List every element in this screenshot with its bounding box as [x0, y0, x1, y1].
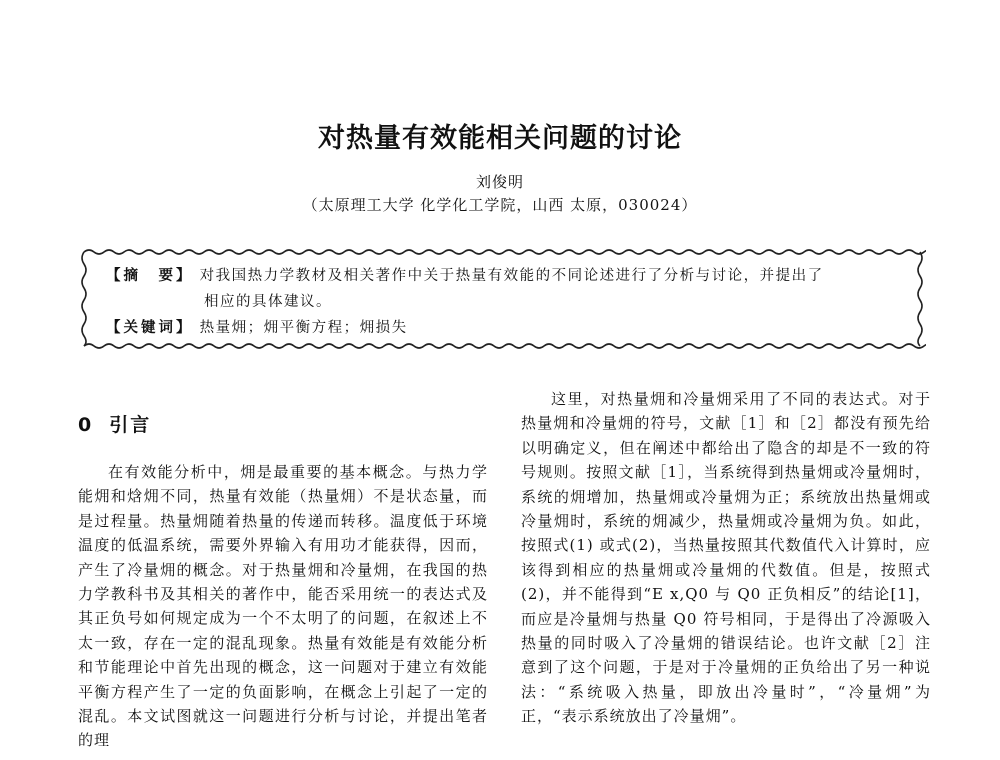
abstract-line-1	[106, 264, 824, 285]
abstract-line-2	[204, 290, 332, 311]
keywords-label: 【关键词】	[106, 320, 194, 336]
abstract-text-line-2: 相应的具体建议。	[204, 294, 332, 310]
wavy-border-top	[84, 250, 926, 254]
left-column-paragraph: 在有效能分析中，㶲是最重要的基本概念。与热力学能㶲和焓㶲不同，热量有效能（热量㶲）不是状态量，而是过程量。热量㶲随着热量的传递而转移。温度低于环境温度的低温系统，需要外界输入有用功才能获得，因而，产生了冷量㶲的概念。对于热量㶲和冷量㶲，在我国的热力学教科书及其相关的著作中，能否采用统一的表达式及其正负号如何规定成为一个不太明了的问题，在叙述上不太一致，存在一定的混乱现象。热量有效能是有效能分析和节能理论中首先出现的概念，这一问题对于建立有效能平衡方程产生了一定的负面影响，在概念上引起了一定的混乱。本文试图就这一问题进行分析与讨论，并提出笔者的理	[78, 463, 488, 750]
abstract-box	[78, 244, 926, 354]
section-number: 0	[78, 414, 94, 436]
paper-title: 对热量有效能相关问题的讨论	[318, 123, 682, 154]
right-column-paragraph: 这里，对热量㶲和冷量㶲采用了不同的表达式。对于热量㶲和冷量㶲的符号，文献［1］和［2］都没有预先给以明确定义，但在阐述中都给出了隐含的却是不一致的符号规则。按照文献［1］，当系统得到热量㶲或冷量㶲时，系统的㶲增加，热量㶲或冷量㶲为正；系统放出热量㶲或冷量㶲时，系统的㶲减少，热量㶲或冷量㶲为负。如此，按照式(1) 或式(2)，当热量按照其代数值代入计算时，应该得到相应的热量㶲或冷量㶲的代数值。但是，按照式(2)，并不能得到“E x,Q0 与 Q0 正负相反”的结论[1]，而应是冷量㶲与热量 Q0 符号相同，于是得出了冷源吸入热量的同时吸入了冷量㶲的错误结论。也许文献［2］注意到了这个问题，于是对于冷量㶲的正负给出了另一种说法：“系统吸入热量，即放出冷量时”，“冷量㶲”为正，“表示系统放出了冷量㶲”。	[521, 390, 931, 726]
left-column	[78, 460, 488, 753]
section-heading-introduction	[78, 410, 151, 437]
author-name: 刘俊明	[475, 173, 524, 191]
wavy-border-bottom	[84, 344, 926, 348]
keywords-text: 热量㶲；㶲平衡方程；㶲损失	[199, 320, 408, 336]
author-affiliation: （太原理工大学 化学化工学院，山西 太原，030024）	[302, 196, 698, 214]
keywords-line	[106, 316, 408, 337]
wavy-border-right	[918, 252, 922, 346]
right-column	[521, 387, 931, 729]
section-title: 引言	[109, 414, 152, 436]
abstract-label: 【摘 要】	[106, 268, 194, 284]
abstract-text-line-1: 对我国热力学教材及相关著作中关于热量有效能的不同论述进行了分析与讨论，并提出了	[199, 268, 824, 284]
wavy-border-left	[82, 252, 86, 346]
